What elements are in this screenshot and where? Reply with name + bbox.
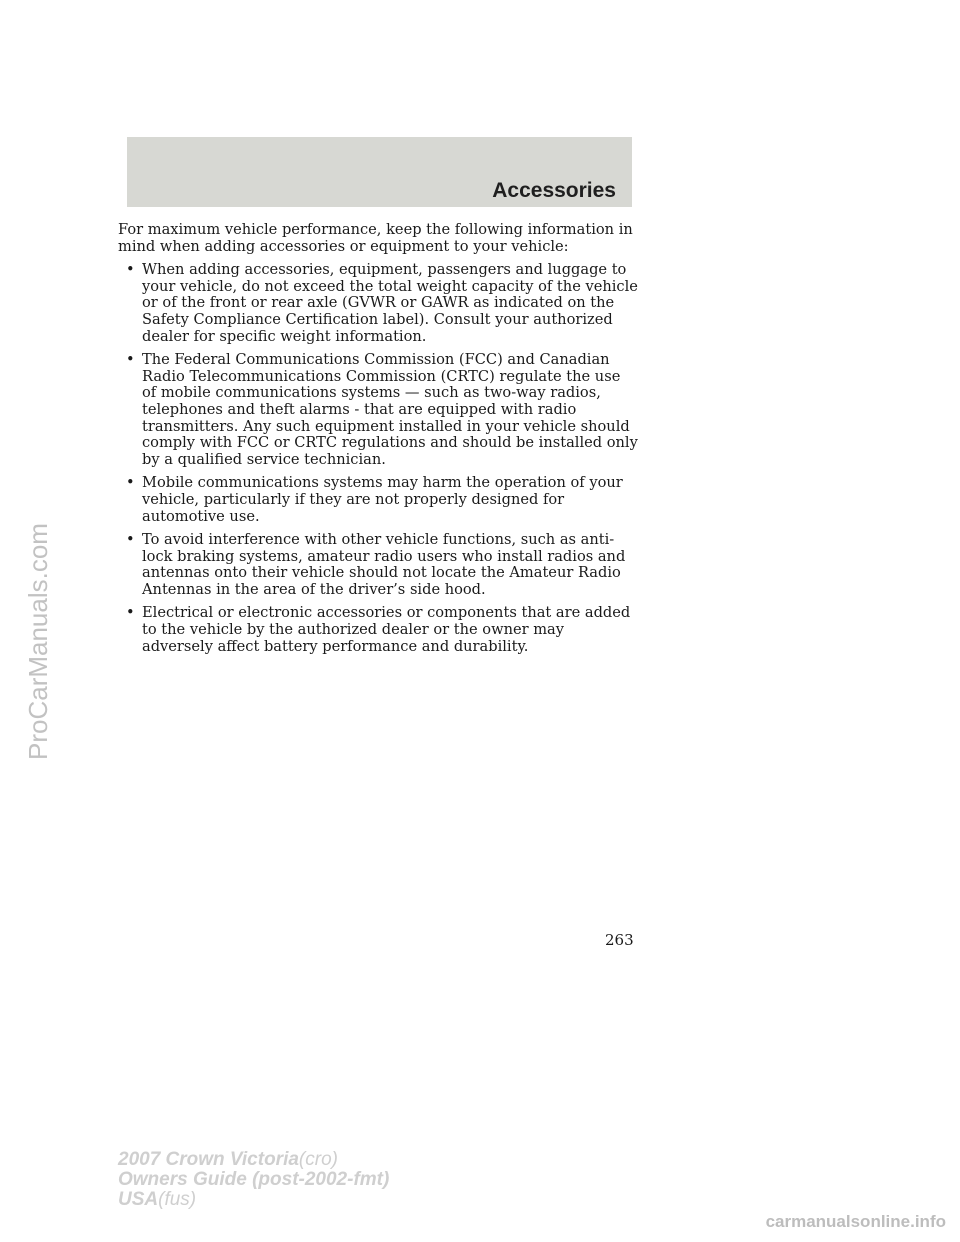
intro-paragraph: For maximum vehicle performance, keep the following information in mind when adding accessories or equipment to your vehicle: [118,221,633,255]
footer-line-model [118,1150,389,1170]
footer-market-code: (fus) [158,1189,197,1210]
footer-model-name: 2007 Crown Victoria [118,1149,299,1170]
footer-line-guide [118,1170,389,1190]
bullet-icon: • [126,604,135,622]
list-item-text: Mobile communications systems may harm the operation of your vehicle, particularly if they are not properly designed for automotive use. [142,474,623,525]
footer-line-market [118,1190,389,1210]
section-title: Accessories [492,179,616,202]
bullet-icon: • [126,531,135,549]
page-number: 263 [605,931,634,949]
list-item [118,262,638,345]
footer-market-name: USA [118,1189,159,1210]
list-item-text: To avoid interference with other vehicle functions, such as anti-lock braking systems, amateur radio users who install radios and antennas onto their vehicle should not locate the Amateur Radio Antennas in the area of the driver’s side hood. [142,531,626,598]
accessory-guidelines-list [118,262,638,655]
footer-guide-name: Owners Guide (post-2002-fmt) [118,1169,390,1190]
bullet-icon: • [126,351,135,369]
list-item-text: The Federal Communications Commission (FCC) and Canadian Radio Telecommunications Commission (CRTC) regulate the use of mobile communications systems — such as two-way radios, telephones and theft alarms - that are equipped with radio transmitters. Any such equipment installed in your vehicle should comply with FCC or CRTC regulations and should be installed only by a qualified service technician. [142,351,638,468]
side-watermark: ProCarManuals.com [23,523,53,760]
bullet-icon: • [126,261,135,279]
list-item [118,605,638,655]
bullet-icon: • [126,474,135,492]
list-item-text: Electrical or electronic accessories or components that are added to the vehicle by the authorized dealer or the owner may adversely affect battery performance and durability. [142,604,631,655]
document-footer [118,1150,389,1210]
page-content [118,222,638,662]
footer-model-code: (cro) [298,1149,338,1170]
list-item-text: When adding accessories, equipment, passengers and luggage to your vehicle, do not exceed the total weight capacity of the vehicle or of the front or rear axle (GVWR or GAWR as indicated on the Safety Compliance Certification label). Consult your authorized dealer for specific weight information. [142,261,638,345]
list-item [118,532,638,598]
list-item [118,475,638,525]
bottom-watermark: carmanualsonline.info [765,1212,946,1231]
list-item [118,352,638,468]
section-header-band [127,137,632,207]
